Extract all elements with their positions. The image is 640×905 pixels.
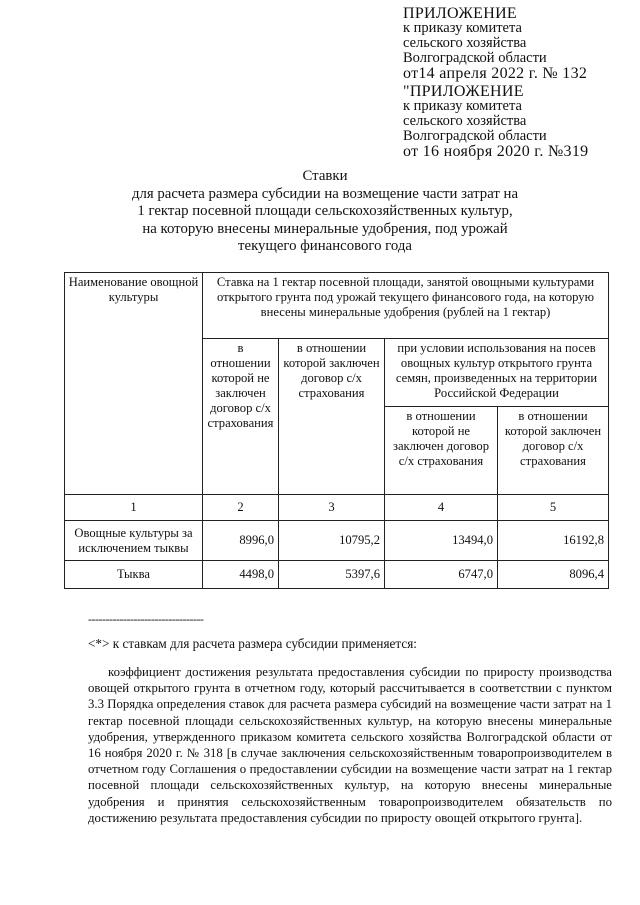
row-crop-name: Овощные культуры за исключением тыквы bbox=[65, 521, 203, 561]
rates-table bbox=[64, 272, 609, 589]
column-number: 4 bbox=[385, 495, 498, 521]
header-seeds-contract: в отношении которой заключен договор с/х страхования bbox=[498, 407, 609, 495]
appendix-title: "ПРИЛОЖЕНИЕ bbox=[403, 83, 524, 100]
footnote-paragraph: коэффициент достижения результата предоставления субсидии по приросту производства овощей открытого грунта в отчетном году, который рассчитывается в соответствии с пунктом 3.3 Порядка определения ставок для расчета размера субсидий на возмещение части затрат на 1 гектар посевной площади сельскохозяйственных культур, на которую внесены минеральные удобрения, утвержденного приказом комитета сельского хозяйства Волгоградской области от 16 ноября 2020 г. № 318 [в случае заключения сельскохозяйственным товаропроизводителем в отчетном году Соглашения о предоставлении субсидии на возмещение части затрат на 1 гектар посевной площади сельскохозяйственных культур, на которую внесены минеральные удобрения и принятия сельскохозяйственным товаропроизводителем обязательств по достижению результата предоставления субсидии по приросту овощей открытого грунта]. bbox=[88, 665, 612, 825]
title-line: текущего финансового года bbox=[238, 238, 412, 254]
title-line: Ставки bbox=[302, 168, 348, 184]
document-title bbox=[70, 168, 580, 256]
table-row bbox=[65, 521, 609, 561]
rate-value: 8996,0 bbox=[203, 521, 279, 561]
table-row bbox=[65, 561, 609, 589]
rate-value: 8096,4 bbox=[498, 561, 609, 589]
header-rate: Ставка на 1 гектар посевной площади, занятой овощными культурами открытого грунта под урожай текущего финансового года, на которую внесены минеральные удобрения (рублей на 1 гектар) bbox=[203, 273, 609, 339]
row-crop-name: Тыква bbox=[65, 561, 203, 589]
rate-value: 5397,6 bbox=[279, 561, 385, 589]
column-number: 2 bbox=[203, 495, 279, 521]
appendix-line: к приказу комитета bbox=[403, 20, 522, 36]
appendix-line: Волгоградской области bbox=[403, 128, 547, 144]
appendix-title: ПРИЛОЖЕНИЕ bbox=[403, 5, 518, 22]
column-number: 3 bbox=[279, 495, 385, 521]
header-crop-name: Наименование овощной культуры bbox=[65, 273, 203, 495]
appendix-line: к приказу комитета bbox=[403, 98, 522, 114]
appendix-line: сельского хозяйства bbox=[403, 35, 527, 51]
appendix-date: от14 апреля 2022 г. № 132 bbox=[403, 65, 588, 82]
footnote-title: <*> к ставкам для расчета размера субсидии применяется: bbox=[88, 636, 417, 651]
rate-value: 10795,2 bbox=[279, 521, 385, 561]
appendix-line: Волгоградской области bbox=[403, 50, 547, 66]
title-line: для расчета размера субсидии на возмещение части затрат на bbox=[131, 185, 519, 202]
appendix-date: от 16 ноября 2020 г. №319 bbox=[403, 143, 589, 160]
rate-value: 6747,0 bbox=[385, 561, 498, 589]
column-number: 1 bbox=[65, 495, 203, 521]
rate-value: 4498,0 bbox=[203, 561, 279, 589]
appendix-header-old bbox=[403, 84, 588, 159]
header-seeds-no-contract: в отношении которой не заключен договор с/х страхования bbox=[385, 407, 498, 495]
header-no-contract: в отношении которой не заключен договор с/х страхования bbox=[203, 339, 279, 495]
footnote-separator: --------------------------------- bbox=[88, 612, 204, 626]
rate-value: 13494,0 bbox=[385, 521, 498, 561]
header-contract: в отношении которой заключен договор с/х страхования bbox=[279, 339, 385, 495]
title-line: на которую внесены минеральные удобрения, под урожай bbox=[142, 220, 508, 237]
header-domestic-seeds: при условии использования на посев овощных культур открытого грунта семян, произведенных на территории Российской Федерации bbox=[385, 339, 609, 407]
column-number: 5 bbox=[498, 495, 609, 521]
appendix-header-new bbox=[403, 6, 587, 81]
rate-value: 16192,8 bbox=[498, 521, 609, 561]
column-numbers-row bbox=[65, 495, 609, 521]
appendix-line: сельского хозяйства bbox=[403, 113, 527, 129]
title-line: 1 гектар посевной площади сельскохозяйственных культур, bbox=[137, 203, 513, 219]
